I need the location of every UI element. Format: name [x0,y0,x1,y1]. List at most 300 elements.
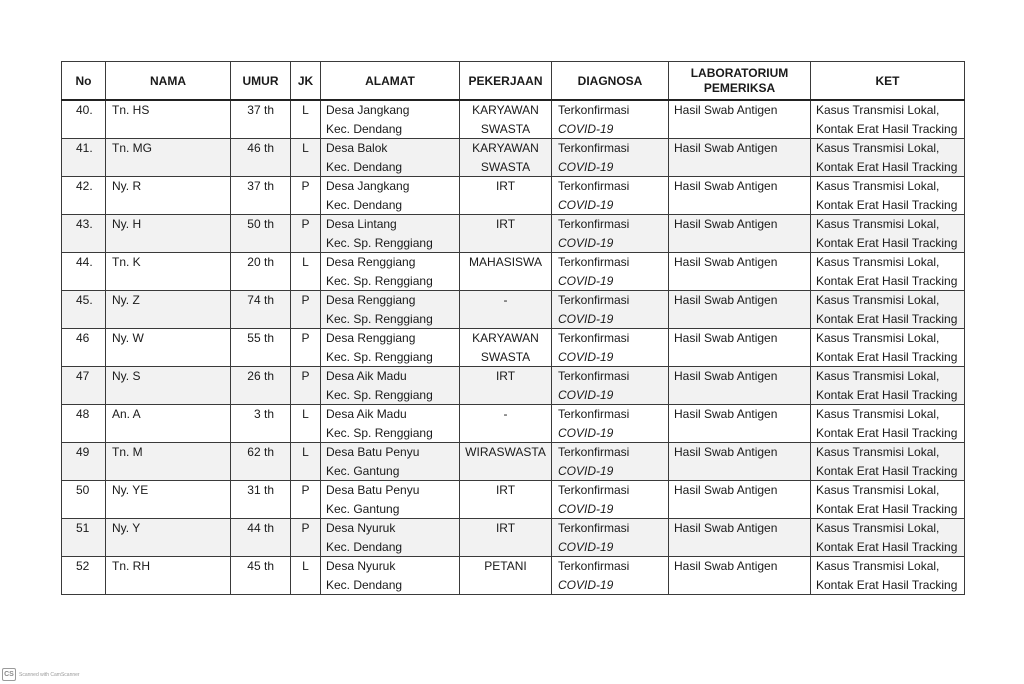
cell-no-line: 42. [76,179,93,193]
cell-jk [291,405,321,443]
cell-no [62,100,106,139]
cell-alamat-line: Kec. Sp. Renggiang [326,387,433,402]
cell-pekerjaan-line: KARYAWAN [472,141,539,155]
cell-diagnosa [552,215,669,253]
cell-jk-line: L [302,255,309,269]
cell-alamat-line: Kec. Gantung [326,463,400,478]
cell-no [62,253,106,291]
cell-jk-line: P [301,293,310,307]
cell-ket-line: Kasus Transmisi Lokal, [816,521,940,535]
cell-ket-line: Kontak Erat Hasil Tracking [816,235,958,250]
cell-diagnosa-line: Terkonfirmasi [558,179,630,193]
cell-laboratorium [669,215,811,253]
cell-alamat-line: Desa Nyuruk [326,521,396,535]
cell-nama [106,139,231,177]
header-ket: KET [811,62,965,101]
cell-pekerjaan-line: IRT [495,369,516,383]
cell-alamat-line: Desa Lintang [326,217,397,231]
cell-laboratorium-line: Hasil Swab Antigen [674,445,778,459]
cell-ket [811,481,965,519]
cell-diagnosa-line: COVID-19 [558,311,614,326]
cell-jk [291,215,321,253]
cell-alamat [321,557,460,595]
cell-jk-line: L [302,407,309,421]
cell-ket [811,519,965,557]
cell-ket-line: Kasus Transmisi Lokal, [816,483,940,497]
cell-pekerjaan [460,215,552,253]
cell-diagnosa [552,519,669,557]
cell-laboratorium-line: Hasil Swab Antigen [674,217,778,231]
cell-no-line: 49 [76,445,90,459]
cell-ket-line: Kasus Transmisi Lokal, [816,179,940,193]
table-body [62,100,965,595]
cell-umur [231,367,291,405]
cell-laboratorium-line: Hasil Swab Antigen [674,141,778,155]
table-row [62,367,965,405]
cell-laboratorium [669,291,811,329]
cell-diagnosa [552,139,669,177]
cell-diagnosa-line: Terkonfirmasi [558,445,630,459]
cell-alamat-line: Desa Renggiang [326,293,416,307]
cell-umur-line: 46 th [247,141,274,155]
cell-umur-line: 50 th [247,217,274,231]
cell-alamat-line: Desa Nyuruk [326,559,396,573]
cell-alamat [321,215,460,253]
cell-jk [291,481,321,519]
cell-pekerjaan-line: IRT [495,179,516,193]
cell-laboratorium-line: Hasil Swab Antigen [674,293,778,307]
cell-alamat-line: Kec. Dendang [326,159,403,174]
header-lab-line2: PEMERIKSA [703,80,776,95]
header-diagnosa: DIAGNOSA [552,62,669,101]
cell-nama-line: Ny. W [112,331,144,345]
cell-diagnosa-line: COVID-19 [558,387,614,402]
cell-no [62,443,106,481]
cell-no [62,177,106,215]
cell-ket [811,405,965,443]
cell-umur-line: 37 th [247,103,274,117]
cell-ket-line: Kontak Erat Hasil Tracking [816,197,958,212]
cell-alamat-line: Kec. Sp. Renggiang [326,311,433,326]
camscanner-logo-icon: CS [2,668,16,681]
cell-umur [231,139,291,177]
cell-nama [106,177,231,215]
cell-diagnosa [552,405,669,443]
cell-alamat-line: Kec. Gantung [326,501,400,516]
cell-nama [106,367,231,405]
cell-laboratorium [669,481,811,519]
cell-nama-line: Tn. HS [112,103,150,117]
cell-pekerjaan-line: IRT [495,483,516,497]
cell-diagnosa-line: Terkonfirmasi [558,483,630,497]
cell-diagnosa-line: COVID-19 [558,159,614,174]
table-row [62,329,965,367]
table-row [62,139,965,177]
cell-umur [231,177,291,215]
cell-laboratorium-line: Hasil Swab Antigen [674,179,778,193]
cell-ket-line: Kasus Transmisi Lokal, [816,141,940,155]
cell-no-line: 45. [76,293,93,307]
cell-ket-line: Kontak Erat Hasil Tracking [816,311,958,326]
cell-ket-line: Kasus Transmisi Lokal, [816,559,940,573]
cell-laboratorium [669,177,811,215]
cell-diagnosa [552,329,669,367]
cell-nama [106,557,231,595]
cell-no [62,557,106,595]
cell-nama [106,405,231,443]
cell-ket-line: Kontak Erat Hasil Tracking [816,121,958,136]
cell-no-line: 51 [76,521,90,535]
cell-alamat [321,443,460,481]
cell-umur [231,519,291,557]
cell-laboratorium-line: Hasil Swab Antigen [674,103,778,117]
cell-umur [231,557,291,595]
cell-nama-line: Ny. H [112,217,142,231]
header-alamat: ALAMAT [321,62,460,101]
cell-pekerjaan-line: - [503,293,508,307]
cell-nama-line: Tn. K [112,255,141,269]
cell-jk-line: L [302,103,309,117]
cell-alamat [321,519,460,557]
cell-no [62,481,106,519]
table-row [62,481,965,519]
cell-pekerjaan [460,405,552,443]
cell-pekerjaan-line: IRT [495,521,516,535]
cell-no-line: 48 [76,407,90,421]
header-laboratorium [669,62,811,101]
cell-diagnosa-line: Terkonfirmasi [558,255,630,269]
cell-nama [106,291,231,329]
cell-no [62,291,106,329]
scanner-stamp [2,668,80,681]
cell-alamat-line: Desa Jangkang [326,103,410,117]
cell-no [62,215,106,253]
cell-alamat-line: Kec. Dendang [326,197,403,212]
cell-jk-line: L [302,559,309,573]
cell-nama [106,519,231,557]
cell-ket-line: Kasus Transmisi Lokal, [816,217,940,231]
cell-umur [231,405,291,443]
cell-ket [811,443,965,481]
cell-nama [106,215,231,253]
cell-no [62,367,106,405]
cell-diagnosa-line: COVID-19 [558,501,614,516]
cell-no [62,405,106,443]
cell-ket [811,100,965,139]
cell-alamat [321,139,460,177]
table-row [62,177,965,215]
header-nama: NAMA [106,62,231,101]
cell-ket-line: Kasus Transmisi Lokal, [816,369,940,383]
cell-jk [291,443,321,481]
cell-diagnosa-line: Terkonfirmasi [558,293,630,307]
cell-ket-line: Kasus Transmisi Lokal, [816,331,940,345]
cell-ket-line: Kontak Erat Hasil Tracking [816,577,958,592]
table-row [62,215,965,253]
cell-ket-line: Kontak Erat Hasil Tracking [816,273,958,288]
cell-umur-line: 26 th [247,369,274,383]
cell-laboratorium [669,519,811,557]
cell-alamat-line: Desa Jangkang [326,179,410,193]
cell-jk [291,367,321,405]
cell-pekerjaan-line: SWASTA [480,349,531,364]
cell-jk-line: L [302,445,309,459]
cell-pekerjaan [460,443,552,481]
cell-pekerjaan [460,253,552,291]
cell-no-line: 50 [76,483,90,497]
cell-ket-line: Kontak Erat Hasil Tracking [816,159,958,174]
cell-alamat-line: Kec. Sp. Renggiang [326,349,433,364]
cell-alamat [321,177,460,215]
cell-nama-line: Ny. YE [112,483,149,497]
table-row [62,291,965,329]
cell-diagnosa [552,557,669,595]
table-header-row [62,62,965,101]
cell-alamat-line: Kec. Dendang [326,577,403,592]
cell-pekerjaan [460,557,552,595]
cell-ket [811,139,965,177]
cell-diagnosa-line: COVID-19 [558,349,614,364]
cell-ket-line: Kontak Erat Hasil Tracking [816,387,958,402]
cell-pekerjaan-line: - [503,407,508,421]
cell-jk [291,100,321,139]
cell-nama-line: Tn. M [112,445,143,459]
cell-laboratorium [669,253,811,291]
cell-alamat-line: Desa Aik Madu [326,407,407,421]
cell-umur-line: 45 th [247,559,274,573]
cell-alamat [321,405,460,443]
cell-diagnosa-line: COVID-19 [558,463,614,478]
cell-umur [231,443,291,481]
cell-diagnosa [552,481,669,519]
cell-alamat-line: Desa Renggiang [326,255,416,269]
header-umur: UMUR [231,62,291,101]
cell-umur-line: 20 th [247,255,274,269]
cell-ket [811,367,965,405]
cell-laboratorium-line: Hasil Swab Antigen [674,483,778,497]
cell-ket-line: Kontak Erat Hasil Tracking [816,349,958,364]
cell-pekerjaan-line: KARYAWAN [472,103,539,117]
cell-jk-line: P [301,331,310,345]
cell-umur-line: 55 th [247,331,274,345]
cell-no-line: 40. [76,103,93,117]
cell-pekerjaan-line: PETANI [484,559,527,573]
cell-nama-line: Tn. MG [112,141,153,155]
cell-diagnosa [552,367,669,405]
cell-ket [811,557,965,595]
cell-laboratorium-line: Hasil Swab Antigen [674,407,778,421]
cell-nama-line: Tn. RH [112,559,151,573]
cell-alamat-line: Kec. Dendang [326,121,403,136]
cell-nama [106,443,231,481]
cell-pekerjaan [460,481,552,519]
cell-pekerjaan [460,367,552,405]
cell-pekerjaan-line: SWASTA [480,121,531,136]
cell-jk [291,557,321,595]
cell-ket-line: Kasus Transmisi Lokal, [816,293,940,307]
cell-ket-line: Kontak Erat Hasil Tracking [816,425,958,440]
cell-laboratorium-line: Hasil Swab Antigen [674,331,778,345]
cell-diagnosa-line: Terkonfirmasi [558,331,630,345]
cell-ket [811,215,965,253]
cell-diagnosa [552,443,669,481]
cell-ket-line: Kontak Erat Hasil Tracking [816,501,958,516]
table-row [62,519,965,557]
table-row [62,557,965,595]
cell-nama [106,329,231,367]
cell-laboratorium [669,139,811,177]
header-lab-line1: LABORATORIUM [690,65,789,80]
scanner-stamp-text: Scanned with CamScanner [19,671,80,678]
cell-laboratorium [669,405,811,443]
cell-laboratorium [669,557,811,595]
cell-pekerjaan [460,100,552,139]
cell-diagnosa-line: Terkonfirmasi [558,103,630,117]
cell-pekerjaan-line: KARYAWAN [472,331,539,345]
cell-laboratorium-line: Hasil Swab Antigen [674,521,778,535]
cell-diagnosa [552,291,669,329]
cell-alamat [321,329,460,367]
cell-no-line: 43. [76,217,93,231]
cell-nama [106,481,231,519]
cell-laboratorium [669,329,811,367]
cell-jk-line: P [301,521,310,535]
cell-umur [231,100,291,139]
cell-diagnosa-line: COVID-19 [558,577,614,592]
cell-jk [291,329,321,367]
cell-nama-line: Ny. S [112,369,141,383]
cell-diagnosa-line: COVID-19 [558,197,614,212]
table-row [62,405,965,443]
cell-diagnosa-line: Terkonfirmasi [558,521,630,535]
cell-jk [291,139,321,177]
cell-alamat-line: Desa Balok [326,141,388,155]
cell-no [62,139,106,177]
cell-no [62,329,106,367]
cell-pekerjaan [460,291,552,329]
cell-alamat [321,367,460,405]
cell-jk [291,291,321,329]
cell-diagnosa [552,253,669,291]
cell-no-line: 44. [76,255,93,269]
cell-alamat [321,291,460,329]
cell-jk-line: P [301,217,310,231]
cell-jk [291,519,321,557]
cell-laboratorium-line: Hasil Swab Antigen [674,369,778,383]
cell-ket [811,291,965,329]
cell-umur-line: 3 th [253,407,274,421]
cell-ket-line: Kasus Transmisi Lokal, [816,255,940,269]
cell-umur-line: 62 th [247,445,274,459]
cell-diagnosa-line: COVID-19 [558,539,614,554]
cell-pekerjaan-line: SWASTA [480,159,531,174]
cell-alamat-line: Desa Batu Penyu [326,445,420,459]
cell-no-line: 47 [76,369,90,383]
cell-umur [231,215,291,253]
cell-nama-line: Ny. Z [112,293,140,307]
cell-alamat-line: Kec. Sp. Renggiang [326,235,433,250]
cell-alamat [321,253,460,291]
cell-diagnosa-line: Terkonfirmasi [558,559,630,573]
cell-no-line: 46 [76,331,90,345]
cell-alamat-line: Kec. Dendang [326,539,403,554]
cell-jk [291,177,321,215]
cell-alamat-line: Desa Batu Penyu [326,483,420,497]
cell-umur [231,481,291,519]
cell-diagnosa-line: Terkonfirmasi [558,217,630,231]
cell-jk [291,253,321,291]
cell-umur-line: 74 th [247,293,274,307]
header-jk: JK [291,62,321,101]
cell-diagnosa-line: Terkonfirmasi [558,141,630,155]
cell-laboratorium-line: Hasil Swab Antigen [674,559,778,573]
cell-diagnosa-line: COVID-19 [558,425,614,440]
cell-umur-line: 44 th [247,521,274,535]
cell-ket-line: Kontak Erat Hasil Tracking [816,539,958,554]
cell-jk-line: P [301,179,310,193]
cell-diagnosa-line: COVID-19 [558,121,614,136]
cell-laboratorium [669,443,811,481]
cell-alamat-line: Desa Aik Madu [326,369,407,383]
cell-umur-line: 31 th [247,483,274,497]
cell-laboratorium [669,100,811,139]
cell-laboratorium-line: Hasil Swab Antigen [674,255,778,269]
cell-alamat-line: Desa Renggiang [326,331,416,345]
cell-pekerjaan-line: MAHASISWA [469,255,542,269]
cell-ket [811,253,965,291]
cell-umur [231,329,291,367]
cell-no-line: 52 [76,559,90,573]
cell-alamat [321,481,460,519]
cell-ket [811,329,965,367]
cell-ket [811,177,965,215]
cell-umur [231,253,291,291]
cell-nama [106,100,231,139]
cell-diagnosa-line: Terkonfirmasi [558,369,630,383]
cell-diagnosa-line: COVID-19 [558,235,614,250]
cell-pekerjaan-line: WIRASWASTA [465,445,546,459]
header-pekerjaan: PEKERJAAN [460,62,552,101]
cell-diagnosa [552,100,669,139]
data-table [61,61,965,595]
cell-laboratorium [669,367,811,405]
cell-pekerjaan [460,329,552,367]
table-row [62,253,965,291]
cell-ket-line: Kontak Erat Hasil Tracking [816,463,958,478]
cell-diagnosa-line: COVID-19 [558,273,614,288]
cell-jk-line: P [301,369,310,383]
cell-jk-line: L [302,141,309,155]
cell-diagnosa [552,177,669,215]
cell-pekerjaan [460,139,552,177]
cell-umur [231,291,291,329]
cell-no-line: 41. [76,141,93,155]
cell-umur-line: 37 th [247,179,274,193]
cell-ket-line: Kasus Transmisi Lokal, [816,407,940,421]
cell-nama-line: Ny. R [112,179,142,193]
cell-alamat [321,100,460,139]
cell-pekerjaan [460,519,552,557]
cell-nama-line: Ny. Y [112,521,141,535]
cell-alamat-line: Kec. Sp. Renggiang [326,425,433,440]
cell-no [62,519,106,557]
cell-ket-line: Kasus Transmisi Lokal, [816,445,940,459]
cell-nama [106,253,231,291]
cell-ket-line: Kasus Transmisi Lokal, [816,103,940,117]
table-row [62,100,965,139]
cell-alamat-line: Kec. Sp. Renggiang [326,273,433,288]
cell-pekerjaan [460,177,552,215]
